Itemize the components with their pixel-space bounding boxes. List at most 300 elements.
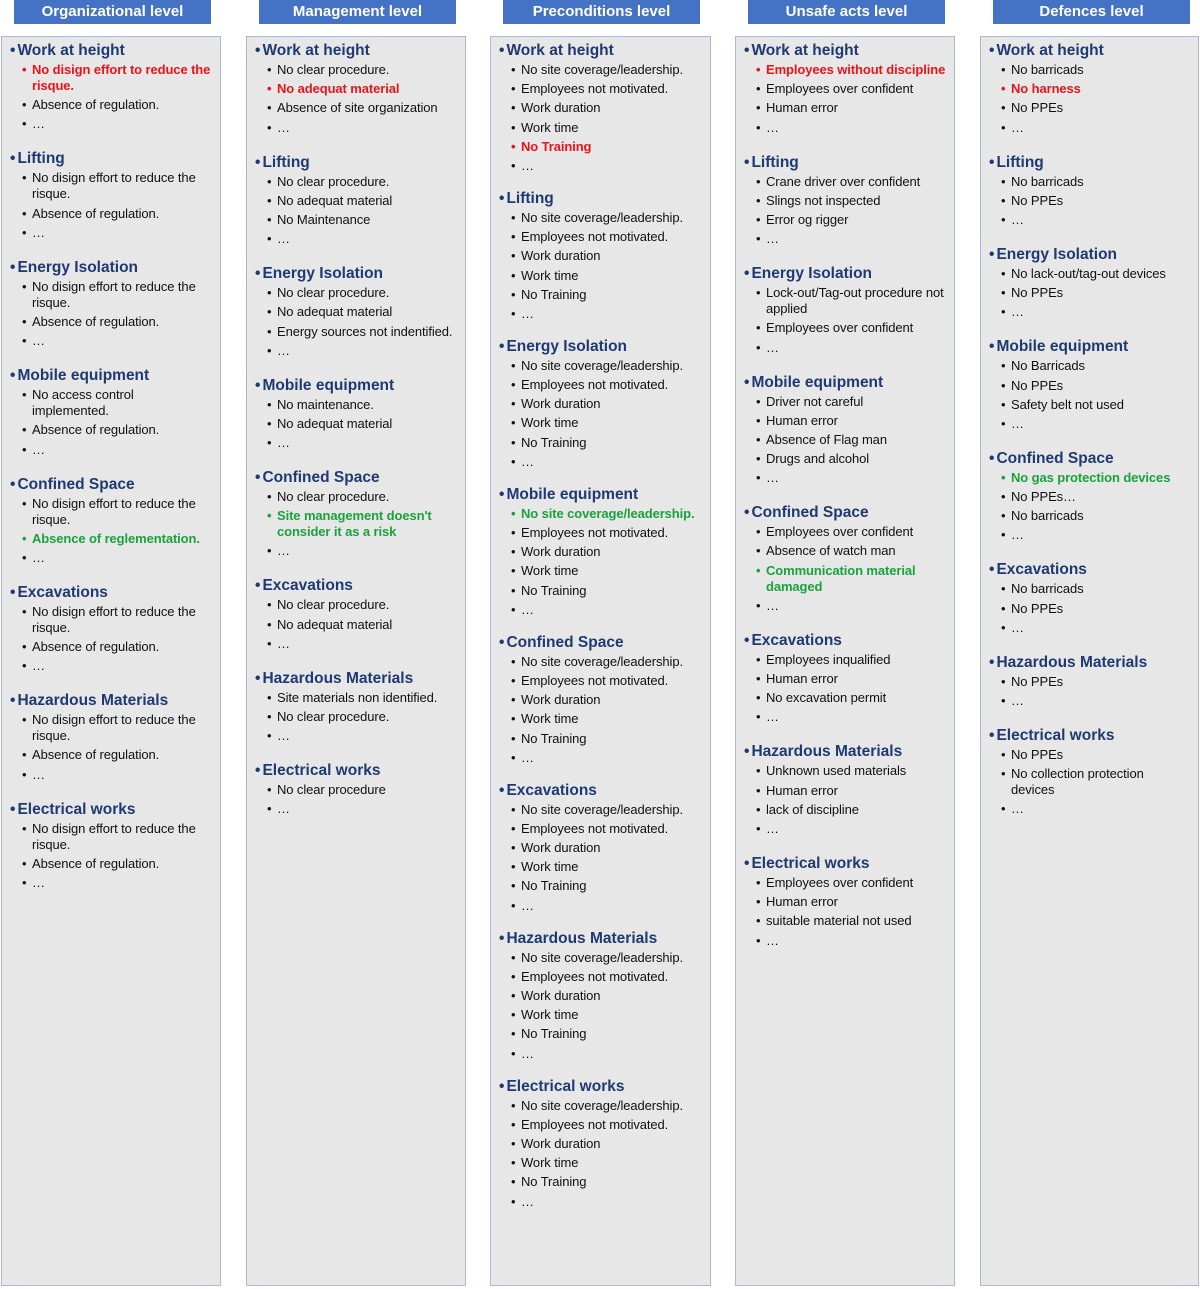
list-item-text: No PPEs [1011,377,1064,393]
list-item [511,583,702,599]
section-title: • Work at height [255,41,457,61]
list-item-text: … [277,728,290,744]
list-item [511,1026,702,1042]
list-item-text: No site coverage/leadership. [521,62,683,77]
list-item-text: … [766,470,779,486]
list-item-text: No adequat material [277,415,393,431]
list-item-text: Driver not careful [766,393,864,409]
list-item [511,62,702,78]
list-item-text: No clear procedure. [277,173,390,189]
list-item [756,709,946,725]
list-item-text: No Training [521,1026,587,1042]
list-item [22,314,212,330]
list-item [22,170,212,202]
list-item-text: Energy sources not indentified. [277,323,453,339]
list-item-text: Absence of reglementation. [32,530,200,546]
list-item [511,306,702,322]
list-item [1001,747,1190,763]
list-item-text: No clear procedure. [277,489,390,505]
list-item [511,415,702,431]
list-item [1001,693,1190,709]
list-item [511,210,702,226]
list-item-text: Work duration [521,248,601,264]
list-item-text: … [766,119,779,135]
list-item [1001,304,1190,320]
item-list [267,489,457,559]
list-item-text: Work duration [521,100,601,116]
list-item [267,231,457,247]
list-item [511,81,702,97]
list-item-text: Employees not motivated. [521,820,669,836]
item-list [511,358,702,470]
list-item [511,100,702,116]
risk-section [255,376,457,451]
list-item [756,451,946,467]
risk-section [989,560,1190,635]
list-item [511,602,702,618]
list-item-text: Employees over confident [766,524,914,540]
list-item [267,416,457,432]
item-list [1001,174,1190,228]
list-item-text: Site management doesn't consider it as a risk [277,508,432,540]
list-item-text: No excavation permit [766,690,887,706]
list-item [756,212,946,228]
section-title: • Hazardous Materials [744,742,946,762]
list-item [22,747,212,763]
list-item-text: No PPEs [1011,600,1064,616]
list-item [22,550,212,566]
column-organizational [1,36,221,1286]
list-item [267,597,457,613]
list-item-text: … [766,820,779,836]
section-title: • Lifting [10,149,212,169]
list-item [511,988,702,1004]
list-item-text: … [1011,211,1024,227]
list-item [511,454,702,470]
list-item-text: … [766,597,779,613]
list-item [267,690,457,706]
list-item-text: … [521,1045,534,1061]
list-item-text: Work duration [521,692,601,708]
list-item [267,193,457,209]
item-list [756,652,946,726]
risk-section [989,41,1190,136]
list-item-text: … [521,897,534,913]
section-title: • Energy Isolation [989,245,1190,265]
list-item [511,802,702,818]
list-item-text: Absence of regulation. [32,313,160,329]
list-item [267,100,457,116]
list-item-text: No disign effort to reduce the risque. [32,62,211,93]
list-item [1001,174,1190,190]
list-item [756,543,946,559]
list-item [511,158,702,174]
list-item [1001,285,1190,301]
list-item [756,894,946,910]
section-title: • Lifting [744,153,946,173]
risk-section [499,41,702,174]
list-item-text: … [766,932,779,948]
list-item [1001,581,1190,597]
list-item-text: … [32,224,45,240]
list-item [511,139,702,155]
list-item [511,969,702,985]
list-item-text: … [277,342,290,358]
list-item-text: Work duration [521,396,601,412]
list-item-text: No site coverage/leadership. [521,357,683,373]
risk-section [989,153,1190,228]
list-item-text: Employees not motivated. [521,968,669,984]
list-item-text: … [32,441,45,457]
list-item [511,1117,702,1133]
item-list [1001,747,1190,817]
list-item-text: Work duration [521,544,601,560]
list-item [756,120,946,136]
list-item-text: … [277,435,290,451]
list-item [22,496,212,528]
list-item-text: … [1011,415,1024,431]
section-title: • Hazardous Materials [499,929,702,949]
list-item-text: No adequat material [277,81,400,97]
risk-section [989,449,1190,544]
list-item-text: No harness [1011,81,1081,97]
list-item-text: Absence of regulation. [32,747,160,763]
list-item-text: Absence of regulation. [32,205,160,221]
item-list [267,597,457,651]
list-item [511,563,702,579]
section-title: • Mobile equipment [989,337,1190,357]
list-item [1001,378,1190,394]
section-title: • Energy Isolation [10,258,212,278]
risk-section [499,189,702,322]
list-item [22,875,212,891]
list-item [756,821,946,837]
list-item-text: … [766,339,779,355]
item-list [756,62,946,136]
list-item-text: Slings not inspected [766,192,881,208]
list-item-text: Employees not motivated. [521,377,669,393]
header-unsafe-acts: Unsafe acts level [748,0,945,24]
list-item-text: No PPEs [1011,673,1064,689]
list-item-text: … [766,231,779,247]
list-item-text: … [1011,619,1024,635]
risk-section [10,691,212,782]
list-item-text: Employees not motivated. [521,1116,669,1132]
list-item-text: Absence of regulation. [32,422,160,438]
risk-section [10,583,212,674]
list-item [1001,193,1190,209]
list-item-text: Absence of site organization [277,100,438,116]
column-preconditions [490,36,711,1286]
risk-section [255,761,457,817]
risk-section [744,503,946,614]
list-item-text: … [277,543,290,559]
list-item [756,913,946,929]
list-item [267,728,457,744]
risk-section [10,41,212,132]
risk-section [10,366,212,457]
section-title: • Electrical works [255,761,457,781]
list-item-text: Work time [521,1007,579,1023]
list-item [267,304,457,320]
list-item [1001,416,1190,432]
item-list [267,397,457,451]
list-item [756,470,946,486]
section-title: • Mobile equipment [10,366,212,386]
section-title: • Hazardous Materials [10,691,212,711]
list-item [267,62,457,78]
section-title: • Electrical works [989,726,1190,746]
risk-section [744,373,946,487]
list-item [22,658,212,674]
column-unsafe-acts [735,36,955,1286]
list-item [267,617,457,633]
list-item [267,212,457,228]
list-item-text: No PPEs [1011,100,1064,116]
list-item-text: Work time [521,1155,579,1171]
item-list [267,782,457,817]
item-list [22,62,212,132]
list-item-text: No maintenance. [277,396,374,412]
list-item-text: … [32,549,45,565]
item-list [22,821,212,891]
list-item [22,531,212,547]
list-item-text: Work duration [521,840,601,856]
list-item [267,397,457,413]
list-item-text: Absence of watch man [766,543,896,559]
list-item [267,81,457,97]
list-item [22,225,212,241]
risk-section [744,742,946,837]
item-list [756,174,946,248]
item-list [756,524,946,614]
list-item [1001,62,1190,78]
list-item [511,358,702,374]
list-item-text: No Training [521,1174,587,1190]
list-item-text: … [766,709,779,725]
risk-section [989,337,1190,432]
list-item [511,544,702,560]
list-item [511,878,702,894]
risk-section [744,854,946,949]
list-item-text: No disign effort to reduce the risque. [32,495,196,527]
list-item [22,333,212,349]
list-item [22,712,212,744]
list-item [1001,801,1190,817]
list-item-text: Absence of regulation. [32,97,160,113]
section-title: • Electrical works [499,1077,702,1097]
section-title: • Excavations [989,560,1190,580]
section-title: • Excavations [255,576,457,596]
list-item [1001,674,1190,690]
list-item-text: Employees over confident [766,81,914,97]
item-list [1001,470,1190,544]
list-item [756,524,946,540]
risk-section [499,633,702,766]
list-item-text: No Training [521,138,592,154]
list-item [511,1007,702,1023]
list-item [22,116,212,132]
section-title: • Confined Space [10,475,212,495]
list-item [1001,358,1190,374]
list-item [1001,397,1190,413]
list-item [756,320,946,336]
list-item [511,692,702,708]
section-title: • Mobile equipment [255,376,457,396]
section-title: • Electrical works [744,854,946,874]
risk-section [10,800,212,891]
list-item [267,508,457,540]
list-item-text: … [1011,693,1024,708]
section-title: • Excavations [10,583,212,603]
list-item [756,193,946,209]
list-item-text: Absence of regulation. [32,855,160,871]
list-item [756,563,946,595]
list-item-text: No PPEs [1011,747,1064,762]
risk-section [10,475,212,566]
list-item-text: No barricads [1011,508,1084,524]
list-item-text: No PPEs [1011,285,1064,301]
section-title: • Excavations [744,631,946,651]
list-item-text: suitable material not used [766,913,912,929]
item-list [756,875,946,949]
list-item-text: Unknown used materials [766,763,907,779]
list-item-text: Site materials non identified. [277,689,438,705]
risk-section [989,726,1190,817]
section-title: • Confined Space [255,468,457,488]
risk-section [989,653,1190,709]
list-item-text: No Training [521,878,587,894]
list-item-text: No collection protection devices [1011,766,1144,798]
list-item-text: No Training [521,434,587,450]
list-item [511,654,702,670]
section-title: • Confined Space [499,633,702,653]
list-item-text: Work duration [521,988,601,1003]
list-item [267,801,457,817]
list-item [267,174,457,190]
risk-section [989,245,1190,320]
list-item-text: … [32,766,45,782]
risk-section [499,929,702,1062]
list-item-text: … [1011,304,1024,320]
list-item [511,268,702,284]
list-item [756,174,946,190]
list-item [22,604,212,636]
item-list [756,394,946,487]
list-item [756,875,946,891]
item-list [22,279,212,349]
list-item [511,1046,702,1062]
list-item-text: lack of discipline [766,801,859,817]
list-item [1001,620,1190,636]
list-item [756,432,946,448]
list-item [1001,527,1190,543]
item-list [22,604,212,674]
list-item [267,636,457,652]
list-item-text: … [277,635,290,651]
list-item [756,413,946,429]
risk-section [499,781,702,914]
list-item [511,120,702,136]
list-item [511,1098,702,1114]
risk-section [10,149,212,240]
risk-section [255,576,457,651]
list-item-text: No clear procedure. [277,62,390,77]
list-item [756,802,946,818]
section-title: • Work at height [499,41,702,61]
list-item-text: Employees without discipline [766,62,946,77]
section-title: • Hazardous Materials [989,653,1190,673]
list-item-text: Safety belt not used [1011,396,1124,412]
list-item-text: Lock-out/Tag-out procedure not applied [766,285,944,317]
list-item [511,229,702,245]
section-title: • Lifting [499,189,702,209]
list-item [1001,212,1190,228]
list-item [22,62,212,94]
list-item-text: Employees not motivated. [521,229,669,245]
item-list [1001,674,1190,709]
list-item-text: Work time [521,415,579,431]
section-title: • Energy Isolation [499,337,702,357]
list-item [756,340,946,356]
list-item [22,767,212,783]
list-item [22,856,212,872]
column-defences [980,36,1199,1286]
list-item-text: No clear procedure. [277,285,390,301]
list-item [22,422,212,438]
list-item-text: … [521,1193,534,1209]
section-title: • Lifting [255,153,457,173]
list-item-text: No clear procedure. [277,597,390,613]
list-item-text: … [1011,119,1024,135]
list-item [267,435,457,451]
list-item [511,711,702,727]
list-item-text: … [32,333,45,349]
list-item-text: No Barricads [1011,358,1085,374]
list-item-text: No adequat material [277,192,393,208]
list-item [1001,601,1190,617]
list-item-text: … [32,875,45,890]
list-item [756,62,946,78]
list-item [511,1174,702,1190]
item-list [267,62,457,136]
header-preconditions: Preconditions level [503,0,700,24]
list-item [511,396,702,412]
list-item-text: … [521,305,534,321]
list-item-text: No gas protection devices [1011,469,1171,485]
risk-section [255,468,457,559]
list-item-text: Employees over confident [766,320,914,336]
item-list [511,950,702,1062]
list-item [511,950,702,966]
list-item [1001,266,1190,282]
list-item [756,933,946,949]
header-organizational: Organizational level [14,0,211,24]
risk-section [499,337,702,470]
column-management [246,36,466,1286]
item-list [756,763,946,837]
risk-section [255,669,457,744]
item-list [511,1098,702,1210]
risk-section [255,153,457,248]
list-item [267,543,457,559]
section-title: • Hazardous Materials [255,669,457,689]
risk-section [744,631,946,726]
list-item [511,287,702,303]
risk-section [744,264,946,355]
list-item [756,763,946,779]
list-item-text: No site coverage/leadership. [521,1097,683,1113]
